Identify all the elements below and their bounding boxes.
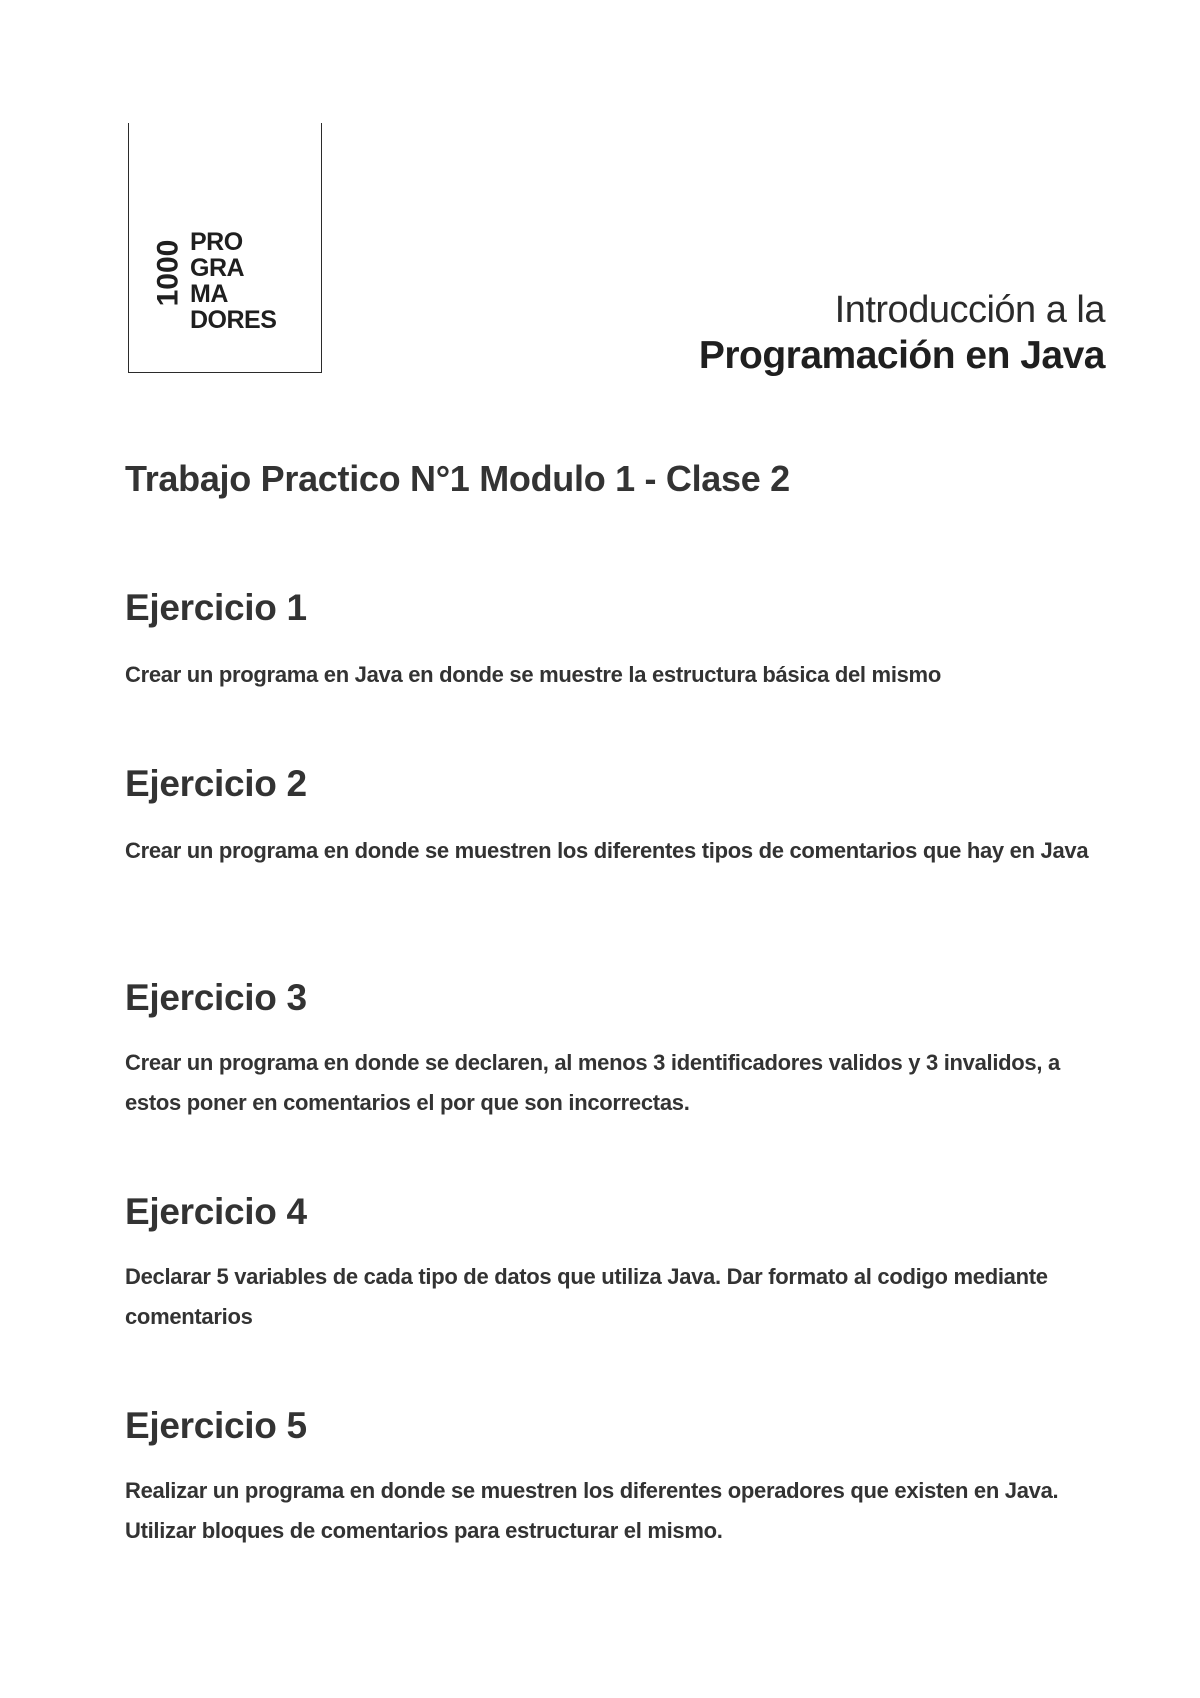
logo-wordmark (190, 229, 276, 333)
exercise-title: Ejercicio 3 (125, 977, 307, 1018)
exercise-title: Ejercicio 4 (125, 1191, 307, 1232)
logo-number-text: 1000 (151, 239, 184, 306)
exercise-text: Crear un programa en donde se declaren, al menos 3 identificadores validos y 3 invalidos, a estos poner en comentarios el por que son incorrectas. (125, 1050, 1060, 1115)
exercise-3 (125, 976, 1110, 1123)
exercise-text: Crear un programa en Java en donde se muestre la estructura básica del mismo (125, 662, 941, 687)
exercise-1 (125, 586, 1110, 695)
exercise-text: Declarar 5 variables de cada tipo de datos que utiliza Java. Dar formato al codigo mediante comentarios (125, 1264, 1048, 1329)
logo-word: MA (190, 280, 228, 308)
exercise-text: Crear un programa en donde se muestren los diferentes tipos de comentarios que hay en Java (125, 838, 1089, 863)
logo-number (152, 225, 184, 320)
course-heading (699, 288, 1105, 380)
exercise-text: Realizar un programa en donde se muestren los diferentes operadores que existen en Java. Utilizar bloques de comentarios para estructurar el mismo. (125, 1478, 1059, 1543)
exercise-title: Ejercicio 2 (125, 763, 307, 804)
exercise-5 (125, 1404, 1110, 1551)
exercise-title: Ejercicio 1 (125, 587, 307, 628)
document-title: Trabajo Practico N°1 Modulo 1 - Clase 2 (125, 458, 790, 499)
exercise-title: Ejercicio 5 (125, 1405, 307, 1446)
exercise-2 (125, 762, 1110, 871)
course-title: Programación en Java (698, 334, 1105, 377)
logo-word: DORES (190, 306, 277, 334)
logo-word: GRA (190, 254, 245, 282)
exercise-4 (125, 1190, 1110, 1337)
course-subtitle: Introducción a la (834, 289, 1105, 331)
logo-word: PRO (190, 228, 243, 256)
